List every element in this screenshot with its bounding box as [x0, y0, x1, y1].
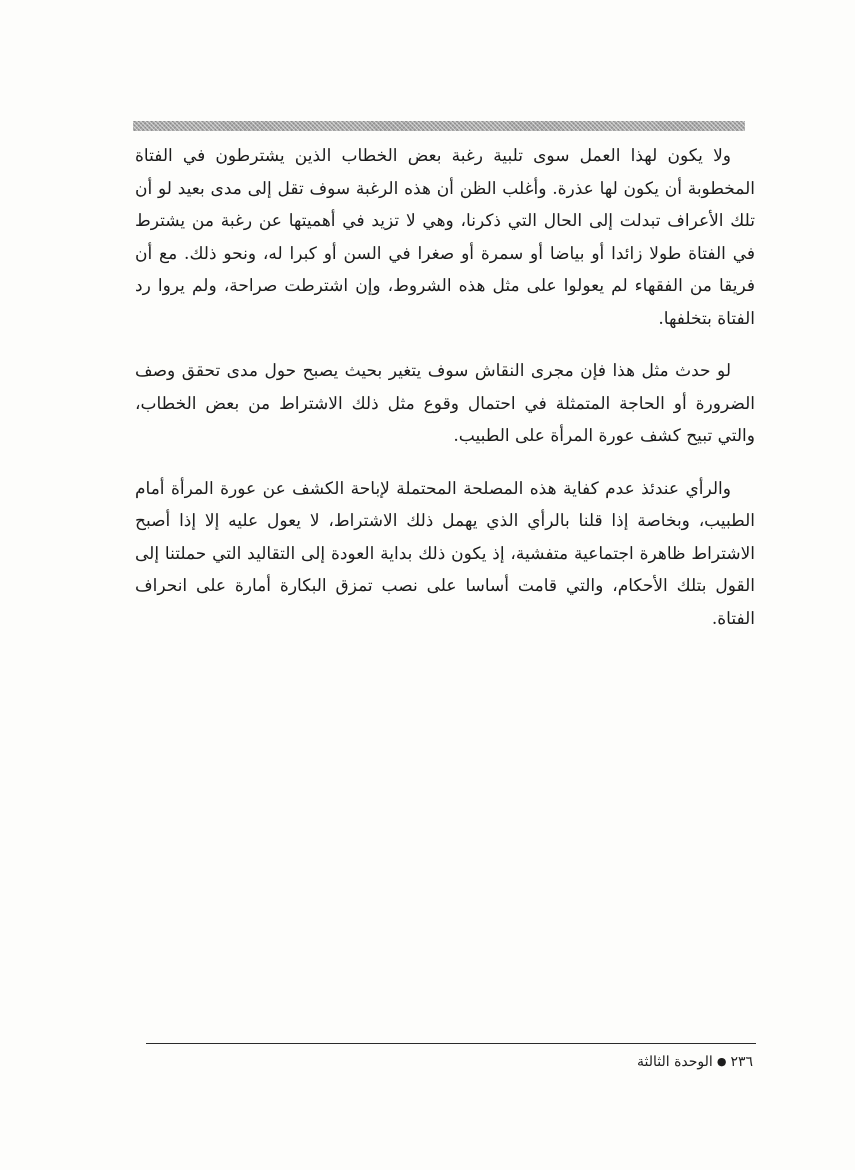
body-text [135, 140, 755, 655]
unit-label: الوحدة الثالثة [637, 1054, 713, 1070]
paragraph-3: والرأي عندئذ عدم كفاية هذه المصلحة المحتملة لإباحة الكشف عن عورة المرأة أمام الطبيب، وبخاصة إذا قلنا بالرأي الذي يهمل ذلك الاشتراط، لا يعول عليه إلا إذا أصبح الاشتراط ظاهرة اجتماعية متفشية، إذ يكون ذلك بداية العودة إلى التقاليد التي حملتنا إلى القول بتلك الأحكام، والتي قامت أساسا على نصب تمزق البكارة أمارة على انحراف الفتاة. [135, 478, 755, 629]
page-number: ٢٣٦ [730, 1054, 753, 1070]
paragraph-1: ولا يكون لهذا العمل سوى تلبية رغبة بعض الخطاب الذين يشترطون في الفتاة المخطوبة أن يكون لها عذرة. وأغلب الظن أن هذه الرغبة سوف تقل إلى مدى بعيد لو أن تلك الأعراف تبدلت إلى الحال التي ذكرنا، وهي لا تزيد في أهميتها عن رغبة من يشترط في الفتاة طولا زائدا أو بياضا أو سمرة أو صغرا في السن أو كبرا له، ونحو ذلك. مع أن فريقا من الفقهاء لم يعولوا على مثل هذه الشروط، وإن اشترطت صراحة، ولم يروا رد الفتاة بتخلفها. [135, 146, 755, 329]
page-footer [500, 1054, 753, 1070]
decorative-header-rule [133, 121, 745, 131]
paragraph-2: لو حدث مثل هذا فإن مجرى النقاش سوف يتغير بحيث يصبح حول مدى تحقق وصف الضرورة أو الحاجة المتمثلة في احتمال وقوع مثل ذلك الاشتراط من بعض الخطاب، والتي تبيح كشف عورة المرأة على الطبيب. [135, 361, 755, 446]
footer-rule [146, 1043, 756, 1044]
bullet-icon: ● [716, 1055, 727, 1068]
